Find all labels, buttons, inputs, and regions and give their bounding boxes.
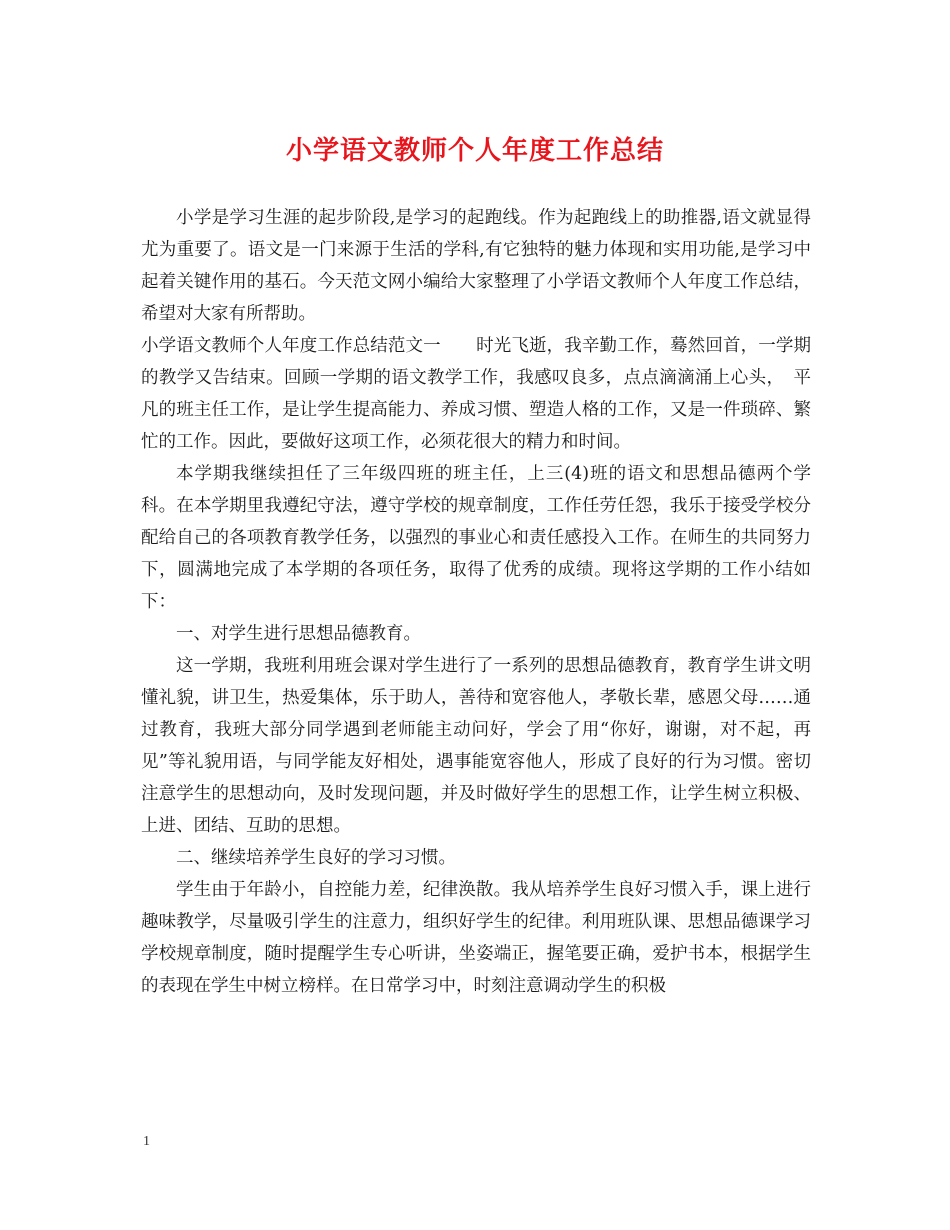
sample-one-paragraph: 小学语文教师个人年度工作总结范文一 时光飞逝，我辛勤工作，蓦然回首，一学期的教学又告结束。回顾一学期的语文教学工作，我感叹良多，点点滴滴涌上心头， 平凡的班主任工作，是让学生提高能力、养成习惯、塑造人格的工作，又是一件琐碎、繁忙的工作。因此，要做好这项工作，必须花很大的精力和时间。 xyxy=(141,336,811,452)
document-title: 小学语文教师个人年度工作总结 xyxy=(285,136,664,166)
class-duties-paragraph: 本学期我继续担任了三年级四班的班主任，上三(4)班的语文和思想品德两个学科。在本学期里我遵纪守法，遵守学校的规章制度，工作任劳任怨，我乐于接受学校分配给自己的各项教育教学任务，以强烈的事业心和责任感投入工作。在师生的共同努力下，圆满地完成了本学期的各项任务，取得了优秀的成绩。现将这学期的工作小结如下： xyxy=(141,464,811,612)
document-body xyxy=(141,202,811,1002)
intro-paragraph: 小学是学习生涯的起步阶段,是学习的起跑线。作为起跑线上的助推器,语文就显得尤为重要了。语文是一门来源于生活的学科,有它独特的魅力体现和实用功能,是学习中起着关键作用的基石。今天范文网小编给大家整理了小学语文教师个人年度工作总结，希望对大家有所帮助。 xyxy=(141,208,811,324)
section-heading-study-habits: 二、继续培养学生良好的学习习惯。 xyxy=(176,848,456,868)
page-number: 1 xyxy=(143,1134,150,1149)
moral-education-paragraph: 这一学期，我班利用班会课对学生进行了一系列的思想品德教育，教育学生讲文明懂礼貌，讲卫生，热爱集体，乐于助人，善待和宽容他人，孝敬长辈，感恩父母……通过教育，我班大部分同学遇到老师能主动问好，学会了用“你好，谢谢，对不起，再见”等礼貌用语，与同学能友好相处，遇事能宽容他人，形成了良好的行为习惯。密切注意学生的思想动向，及时发现问题，并及时做好学生的思想工作，让学生树立积极、上进、团结、互助的思想。 xyxy=(141,656,811,836)
section-heading-moral-education: 一、对学生进行思想品德教育。 xyxy=(176,624,421,644)
study-habits-paragraph: 学生由于年龄小，自控能力差，纪律涣散。我从培养学生良好习惯入手，课上进行趣味教学，尽量吸引学生的注意力，组织好学生的纪律。利用班队课、思想品德课学习学校规章制度，随时提醒学生专心听讲，坐姿端正，握笔要正确，爱护书本，根据学生的表现在学生中树立榜样。在日常学习中，时刻注意调动学生的积极 xyxy=(141,880,811,996)
